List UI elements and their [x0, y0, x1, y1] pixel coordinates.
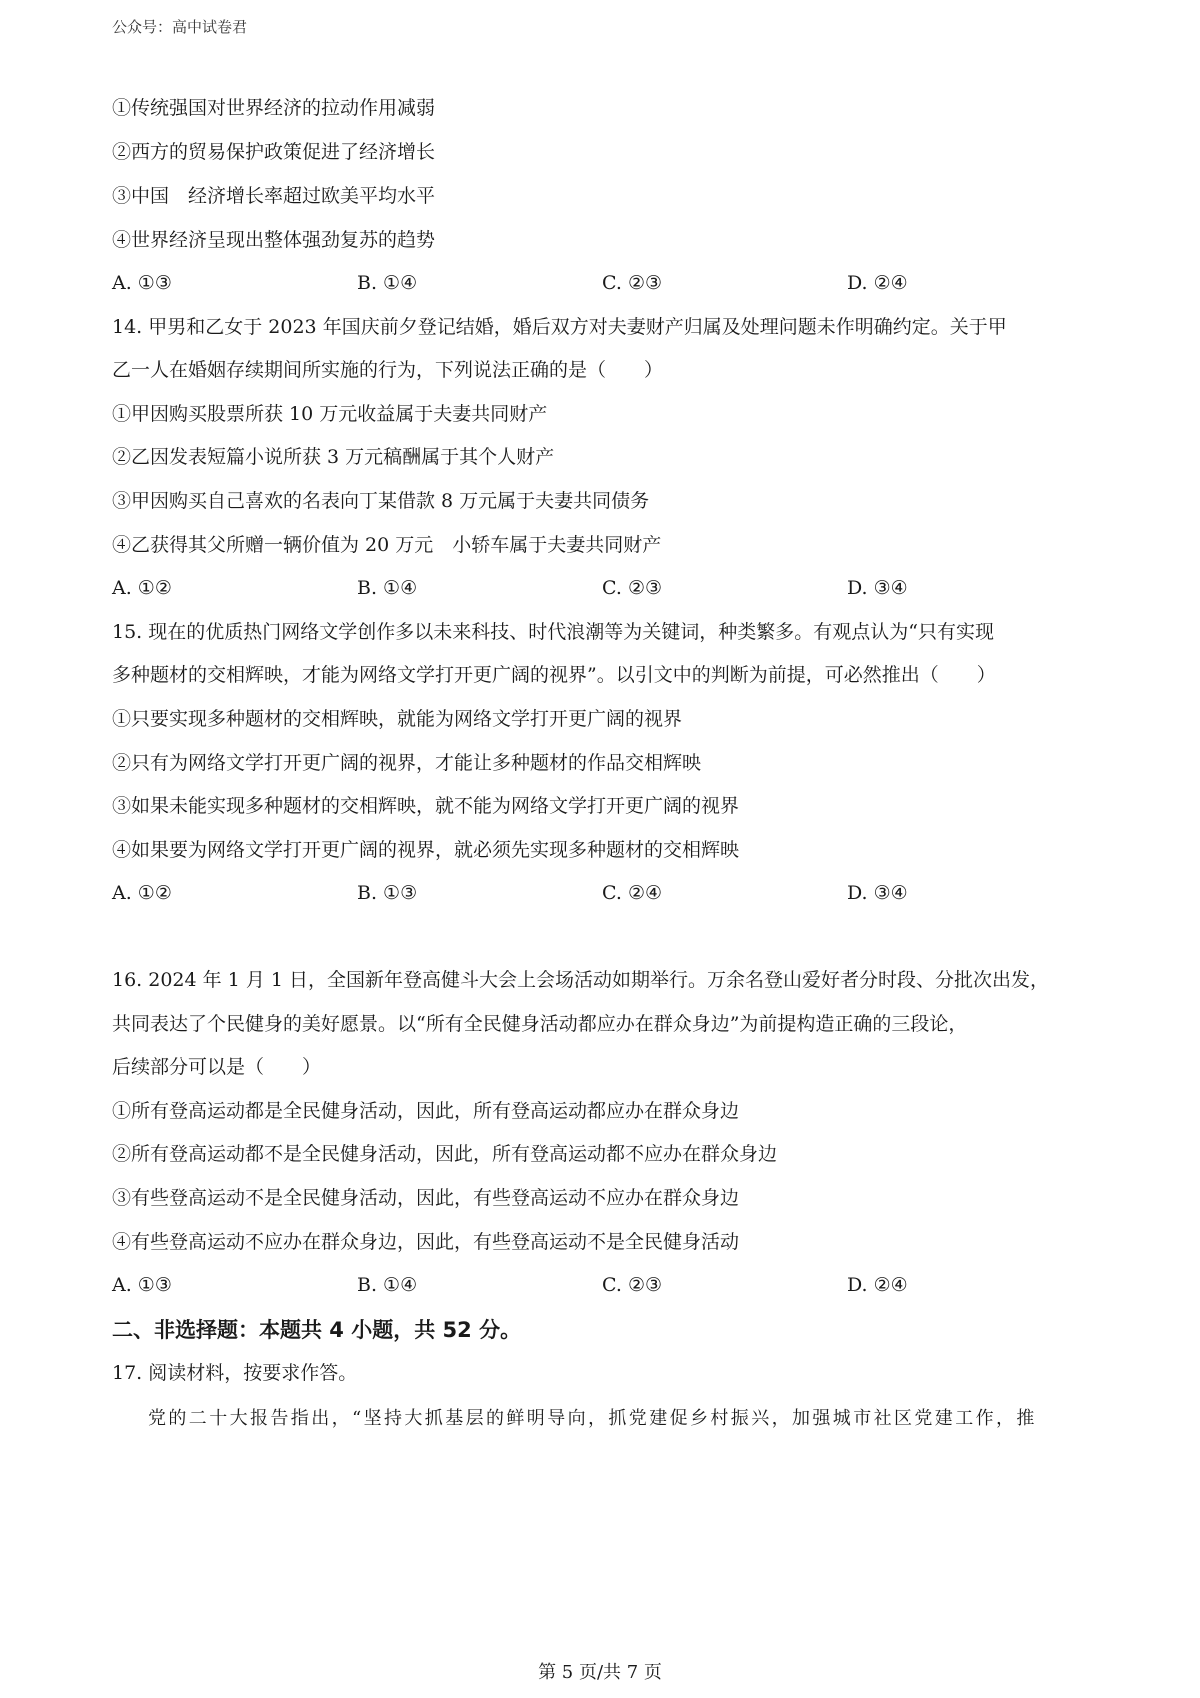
- q13-option-b[interactable]: B. ①④: [357, 272, 418, 294]
- q15-item-1: ①只要实现多种题材的交相辉映，就能为网络文学打开更广阔的视界: [112, 708, 683, 730]
- q14-item-1: ①甲因购买股票所获 10 万元收益属于夫妻共同财产: [112, 403, 548, 425]
- q13-item-1: ①传统强国对世界经济的拉动作用减弱: [112, 97, 436, 119]
- page-number: 第 5 页/共 7 页: [538, 1662, 662, 1683]
- q13-option-d[interactable]: D. ②④: [847, 272, 908, 294]
- q13-option-c[interactable]: C. ②③: [602, 272, 663, 294]
- q16-stem-line-2: 共同表达了个民健身的美好愿景。以“所有全民健身活动都应办在群众身边”为前提构造正确的三段论，: [112, 1013, 968, 1035]
- q16-stem-line-3: 后续部分可以是（ ）: [112, 1056, 322, 1078]
- q15-option-a[interactable]: A. ①②: [112, 882, 172, 904]
- q13-item-2: ②西方的贸易保护政策促进了经济增长: [112, 141, 436, 163]
- q13-option-a[interactable]: A. ①③: [112, 272, 172, 294]
- q15-item-3: ③如果未能实现多种题材的交相辉映，就不能为网络文学打开更广阔的视界: [112, 795, 740, 817]
- q15-item-4: ④如果要为网络文学打开更广阔的视界，就必须先实现多种题材的交相辉映: [112, 839, 740, 861]
- q14-stem-line-1: 14. 甲男和乙女于 2023 年国庆前夕登记结婚，婚后双方对夫妻财产归属及处理问题未作明确约定。关于甲: [112, 316, 1007, 338]
- page-header-source: 公众号：高中试卷君: [112, 18, 248, 36]
- q14-item-2: ②乙因发表短篇小说所获 3 万元稿酬属于其个人财产: [112, 446, 555, 468]
- q16-option-c[interactable]: C. ②③: [602, 1274, 663, 1296]
- q14-stem-line-2: 乙一人在婚姻存续期间所实施的行为，下列说法正确的是（ ）: [112, 359, 664, 381]
- q14-option-a[interactable]: A. ①②: [112, 577, 172, 599]
- q15-option-d[interactable]: D. ③④: [847, 882, 908, 904]
- q14-item-3: ③甲因购买自己喜欢的名表向丁某借款 8 万元属于夫妻共同债务: [112, 490, 650, 512]
- q16-item-3: ③有些登高运动不是全民健身活动，因此，有些登高运动不应办在群众身边: [112, 1187, 740, 1209]
- q15-stem-line-2: 多种题材的交相辉映，才能为网络文学打开更广阔的视界”。以引文中的判断为前提，可必然推出（ ）: [112, 664, 996, 686]
- q16-option-a[interactable]: A. ①③: [112, 1274, 172, 1296]
- q13-item-3: ③中国 经济增长率超过欧美平均水平: [112, 185, 436, 207]
- q16-item-1: ①所有登高运动都是全民健身活动，因此，所有登高运动都应办在群众身边: [112, 1100, 740, 1122]
- q16-option-b[interactable]: B. ①④: [357, 1274, 418, 1296]
- q14-option-d[interactable]: D. ③④: [847, 577, 908, 599]
- q15-option-b[interactable]: B. ①③: [357, 882, 418, 904]
- q14-item-4: ④乙获得其父所赠一辆价值为 20 万元 小轿车属于夫妻共同财产: [112, 534, 662, 556]
- q16-option-d[interactable]: D. ②④: [847, 1274, 908, 1296]
- q16-item-4: ④有些登高运动不应办在群众身边，因此，有些登高运动不是全民健身活动: [112, 1231, 740, 1253]
- section-2-title: 二、非选择题：本题共 4 小题，共 52 分。: [112, 1318, 522, 1342]
- q16-item-2: ②所有登高运动都不是全民健身活动，因此，所有登高运动都不应办在群众身边: [112, 1143, 778, 1165]
- q15-item-2: ②只有为网络文学打开更广阔的视界，才能让多种题材的作品交相辉映: [112, 752, 702, 774]
- q17-stem: 17. 阅读材料，按要求作答。: [112, 1362, 358, 1384]
- q14-option-c[interactable]: C. ②③: [602, 577, 663, 599]
- q17-material: 党的二十大报告指出，“坚持大抓基层的鲜明导向，抓党建促乡村振兴，加强城市社区党建工作，推: [148, 1408, 1037, 1429]
- q14-option-b[interactable]: B. ①④: [357, 577, 418, 599]
- q15-stem-line-1: 15. 现在的优质热门网络文学创作多以未来科技、时代浪潮等为关键词，种类繁多。有观点认为“只有实现: [112, 621, 994, 643]
- q15-option-c[interactable]: C. ②④: [602, 882, 663, 904]
- q16-stem-line-1: 16. 2024 年 1 月 1 日，全国新年登高健斗大会上会场活动如期举行。万余名登山爱好者分时段、分批次出发，: [112, 969, 1049, 991]
- q13-item-4: ④世界经济呈现出整体强劲复苏的趋势: [112, 229, 436, 251]
